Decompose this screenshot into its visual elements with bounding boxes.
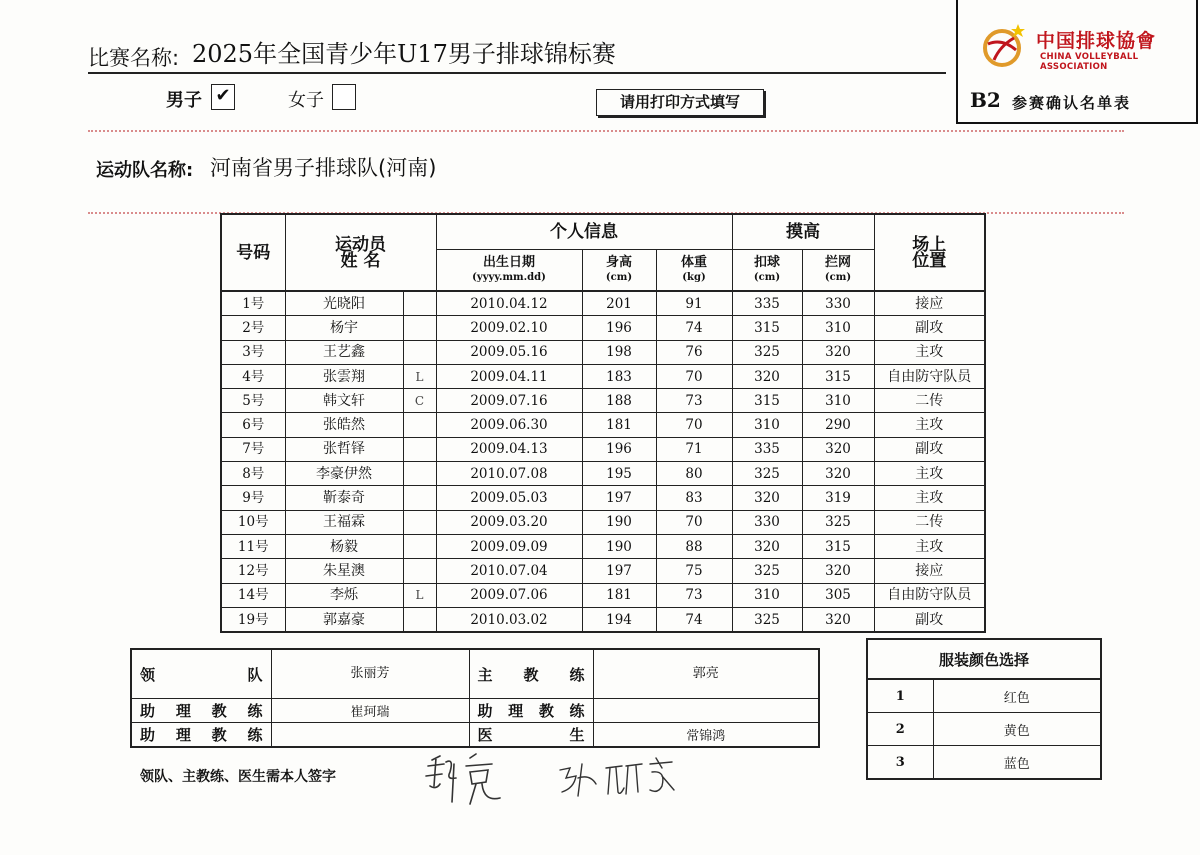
player-position: 主攻 bbox=[874, 413, 985, 437]
player-name: 光晓阳 bbox=[285, 291, 403, 316]
header-block: 拦网 (cm) bbox=[802, 250, 874, 292]
player-height: 190 bbox=[582, 534, 656, 558]
player-role bbox=[403, 413, 436, 437]
player-role bbox=[403, 510, 436, 534]
player-spike-reach: 325 bbox=[732, 462, 802, 486]
player-role bbox=[403, 437, 436, 461]
player-birth-date: 2010.03.02 bbox=[436, 607, 582, 632]
header-spike: 扣球 (cm) bbox=[732, 250, 802, 292]
player-spike-reach: 310 bbox=[732, 583, 802, 607]
player-number: 7号 bbox=[221, 437, 285, 461]
match-name-label: 比赛名称: bbox=[88, 46, 180, 70]
player-number: 5号 bbox=[221, 389, 285, 413]
staff-table bbox=[130, 648, 820, 748]
player-height: 183 bbox=[582, 364, 656, 388]
player-birth-date: 2010.07.08 bbox=[436, 462, 582, 486]
player-weight: 74 bbox=[656, 607, 732, 632]
team-name-value: 河南省男子排球队(河南) bbox=[210, 156, 437, 180]
player-position: 主攻 bbox=[874, 462, 985, 486]
player-name: 李豪伊然 bbox=[285, 462, 403, 486]
player-role bbox=[403, 607, 436, 632]
player-block-reach: 305 bbox=[802, 583, 874, 607]
player-height: 194 bbox=[582, 607, 656, 632]
roster-row bbox=[221, 413, 985, 437]
roster-row bbox=[221, 364, 985, 388]
player-position: 副攻 bbox=[874, 316, 985, 340]
player-weight: 70 bbox=[656, 364, 732, 388]
roster-row bbox=[221, 340, 985, 364]
player-spike-reach: 320 bbox=[732, 486, 802, 510]
player-role bbox=[403, 340, 436, 364]
player-name: 朱星澳 bbox=[285, 559, 403, 583]
signature-zhang-lifang bbox=[560, 758, 674, 796]
female-label: 女子 bbox=[288, 90, 324, 111]
player-birth-date: 2009.05.03 bbox=[436, 486, 582, 510]
player-height: 197 bbox=[582, 486, 656, 510]
team-name-label: 运动队名称: bbox=[96, 160, 194, 181]
header-reach: 摸高 bbox=[732, 214, 874, 250]
player-name: 李烁 bbox=[285, 583, 403, 607]
player-weight: 74 bbox=[656, 316, 732, 340]
player-number: 10号 bbox=[221, 510, 285, 534]
player-role bbox=[403, 462, 436, 486]
player-spike-reach: 335 bbox=[732, 291, 802, 316]
player-name: 靳泰奇 bbox=[285, 486, 403, 510]
player-block-reach: 310 bbox=[802, 316, 874, 340]
player-position: 二传 bbox=[874, 510, 985, 534]
player-spike-reach: 310 bbox=[732, 413, 802, 437]
player-block-reach: 320 bbox=[802, 340, 874, 364]
player-block-reach: 319 bbox=[802, 486, 874, 510]
roster-row bbox=[221, 291, 985, 316]
signature-note: 领队、主教练、医生需本人签字 bbox=[140, 769, 336, 785]
player-block-reach: 320 bbox=[802, 437, 874, 461]
roster-table bbox=[220, 213, 986, 633]
head-coach-label: 主教练 bbox=[469, 649, 593, 699]
player-position: 自由防守队员 bbox=[874, 364, 985, 388]
player-birth-date: 2009.04.13 bbox=[436, 437, 582, 461]
signature-guo-liang bbox=[426, 754, 500, 804]
player-height: 181 bbox=[582, 583, 656, 607]
player-birth-date: 2010.07.04 bbox=[436, 559, 582, 583]
player-block-reach: 320 bbox=[802, 559, 874, 583]
roster-row bbox=[221, 316, 985, 340]
player-name: 韩文轩 bbox=[285, 389, 403, 413]
player-block-reach: 315 bbox=[802, 534, 874, 558]
player-name: 王福霖 bbox=[285, 510, 403, 534]
roster-row bbox=[221, 389, 985, 413]
player-block-reach: 310 bbox=[802, 389, 874, 413]
roster-row bbox=[221, 559, 985, 583]
header-athlete: 运动员 姓 名 bbox=[285, 214, 436, 291]
doctor-label: 医生 bbox=[469, 723, 593, 748]
player-role bbox=[403, 486, 436, 510]
roster-row bbox=[221, 437, 985, 461]
assistant-coach-3-value bbox=[593, 699, 819, 723]
player-block-reach: 290 bbox=[802, 413, 874, 437]
assistant-coach-label: 助理教练 bbox=[469, 699, 593, 723]
player-birth-date: 2009.06.30 bbox=[436, 413, 582, 437]
male-checkbox[interactable]: ✔ bbox=[211, 84, 235, 110]
match-name-value: 2025年全国青少年U17男子排球锦标赛 bbox=[192, 40, 616, 68]
uniform-color-option bbox=[867, 746, 1101, 780]
roster-row bbox=[221, 534, 985, 558]
assistant-coach-label: 助理教练 bbox=[131, 699, 271, 723]
header-weight: 体重 (kg) bbox=[656, 250, 732, 292]
player-number: 1号 bbox=[221, 291, 285, 316]
assistant-coach-1-value: 崔珂瑞 bbox=[271, 699, 469, 723]
player-position: 主攻 bbox=[874, 534, 985, 558]
player-block-reach: 320 bbox=[802, 607, 874, 632]
roster-row bbox=[221, 583, 985, 607]
uniform-color-table bbox=[866, 638, 1102, 780]
player-weight: 71 bbox=[656, 437, 732, 461]
player-block-reach: 330 bbox=[802, 291, 874, 316]
player-weight: 73 bbox=[656, 389, 732, 413]
player-height: 195 bbox=[582, 462, 656, 486]
header-number: 号码 bbox=[221, 214, 285, 291]
roster-row bbox=[221, 607, 985, 632]
player-height: 188 bbox=[582, 389, 656, 413]
assistant-coach-label: 助理教练 bbox=[131, 723, 271, 748]
volleyball-logo-icon bbox=[980, 20, 1030, 68]
player-position: 主攻 bbox=[874, 340, 985, 364]
player-height: 190 bbox=[582, 510, 656, 534]
player-birth-date: 2009.05.16 bbox=[436, 340, 582, 364]
association-name-en: CHINA VOLLEYBALL ASSOCIATION bbox=[1040, 52, 1139, 72]
player-number: 11号 bbox=[221, 534, 285, 558]
player-role: L bbox=[403, 364, 436, 388]
player-position: 接应 bbox=[874, 291, 985, 316]
player-name: 王艺鑫 bbox=[285, 340, 403, 364]
head-coach-value: 郭亮 bbox=[593, 649, 819, 699]
header-birth: 出生日期 (yyyy.mm.dd) bbox=[436, 250, 582, 292]
player-position: 副攻 bbox=[874, 437, 985, 461]
uniform-color-number: 3 bbox=[867, 746, 933, 780]
player-role bbox=[403, 291, 436, 316]
player-number: 6号 bbox=[221, 413, 285, 437]
player-spike-reach: 320 bbox=[732, 534, 802, 558]
player-role: C bbox=[403, 389, 436, 413]
dotted-divider bbox=[88, 130, 1124, 132]
uniform-color-name: 红色 bbox=[933, 679, 1101, 713]
player-name: 杨毅 bbox=[285, 534, 403, 558]
player-birth-date: 2009.07.16 bbox=[436, 389, 582, 413]
player-height: 198 bbox=[582, 340, 656, 364]
player-spike-reach: 325 bbox=[732, 340, 802, 364]
player-weight: 70 bbox=[656, 510, 732, 534]
player-name: 杨宇 bbox=[285, 316, 403, 340]
player-birth-date: 2009.03.20 bbox=[436, 510, 582, 534]
association-name-cn: 中国排球協會 bbox=[1036, 30, 1157, 52]
player-height: 181 bbox=[582, 413, 656, 437]
player-name: 张皓然 bbox=[285, 413, 403, 437]
roster-row bbox=[221, 486, 985, 510]
player-birth-date: 2009.02.10 bbox=[436, 316, 582, 340]
uniform-color-number: 2 bbox=[867, 713, 933, 746]
player-weight: 76 bbox=[656, 340, 732, 364]
form-code: B2 bbox=[970, 88, 1001, 112]
player-weight: 73 bbox=[656, 583, 732, 607]
player-birth-date: 2010.04.12 bbox=[436, 291, 582, 316]
player-number: 3号 bbox=[221, 340, 285, 364]
player-number: 8号 bbox=[221, 462, 285, 486]
player-height: 196 bbox=[582, 316, 656, 340]
player-name: 郭嘉豪 bbox=[285, 607, 403, 632]
player-position: 接应 bbox=[874, 559, 985, 583]
player-position: 二传 bbox=[874, 389, 985, 413]
roster-row bbox=[221, 462, 985, 486]
player-weight: 70 bbox=[656, 413, 732, 437]
player-weight: 75 bbox=[656, 559, 732, 583]
doctor-value: 常锦鸿 bbox=[593, 723, 819, 748]
team-leader-value: 张丽芳 bbox=[271, 649, 469, 699]
player-spike-reach: 315 bbox=[732, 389, 802, 413]
player-spike-reach: 320 bbox=[732, 364, 802, 388]
uniform-color-option bbox=[867, 713, 1101, 746]
player-height: 201 bbox=[582, 291, 656, 316]
player-birth-date: 2009.09.09 bbox=[436, 534, 582, 558]
header-position: 场上 位置 bbox=[874, 214, 985, 291]
player-role bbox=[403, 559, 436, 583]
player-name: 张哲铎 bbox=[285, 437, 403, 461]
team-leader-label: 领队 bbox=[131, 649, 271, 699]
player-position: 自由防守队员 bbox=[874, 583, 985, 607]
male-label: 男子 bbox=[166, 90, 202, 111]
player-spike-reach: 335 bbox=[732, 437, 802, 461]
player-weight: 80 bbox=[656, 462, 732, 486]
player-position: 主攻 bbox=[874, 486, 985, 510]
player-block-reach: 320 bbox=[802, 462, 874, 486]
player-name: 张雲翔 bbox=[285, 364, 403, 388]
handwritten-signatures bbox=[410, 744, 680, 814]
player-height: 197 bbox=[582, 559, 656, 583]
header-personal-info: 个人信息 bbox=[436, 214, 732, 250]
player-number: 2号 bbox=[221, 316, 285, 340]
player-position: 副攻 bbox=[874, 607, 985, 632]
player-role bbox=[403, 534, 436, 558]
player-number: 9号 bbox=[221, 486, 285, 510]
uniform-color-name: 蓝色 bbox=[933, 746, 1101, 780]
player-block-reach: 315 bbox=[802, 364, 874, 388]
uniform-color-option bbox=[867, 679, 1101, 713]
player-spike-reach: 325 bbox=[732, 559, 802, 583]
player-weight: 83 bbox=[656, 486, 732, 510]
player-number: 4号 bbox=[221, 364, 285, 388]
player-birth-date: 2009.04.11 bbox=[436, 364, 582, 388]
roster-row bbox=[221, 510, 985, 534]
player-role bbox=[403, 316, 436, 340]
player-height: 196 bbox=[582, 437, 656, 461]
player-birth-date: 2009.07.06 bbox=[436, 583, 582, 607]
uniform-color-name: 黄色 bbox=[933, 713, 1101, 746]
player-weight: 88 bbox=[656, 534, 732, 558]
player-number: 14号 bbox=[221, 583, 285, 607]
uniform-color-title: 服装颜色选择 bbox=[867, 639, 1101, 679]
player-number: 12号 bbox=[221, 559, 285, 583]
header-height: 身高 (cm) bbox=[582, 250, 656, 292]
form-title: 参赛确认名单表 bbox=[1012, 94, 1132, 112]
player-spike-reach: 325 bbox=[732, 607, 802, 632]
female-checkbox[interactable] bbox=[332, 84, 356, 110]
player-number: 19号 bbox=[221, 607, 285, 632]
player-spike-reach: 315 bbox=[732, 316, 802, 340]
print-instruction-box: 请用打印方式填写 bbox=[596, 89, 764, 116]
player-block-reach: 325 bbox=[802, 510, 874, 534]
player-role: L bbox=[403, 583, 436, 607]
player-spike-reach: 330 bbox=[732, 510, 802, 534]
uniform-color-number: 1 bbox=[867, 679, 933, 713]
player-weight: 91 bbox=[656, 291, 732, 316]
